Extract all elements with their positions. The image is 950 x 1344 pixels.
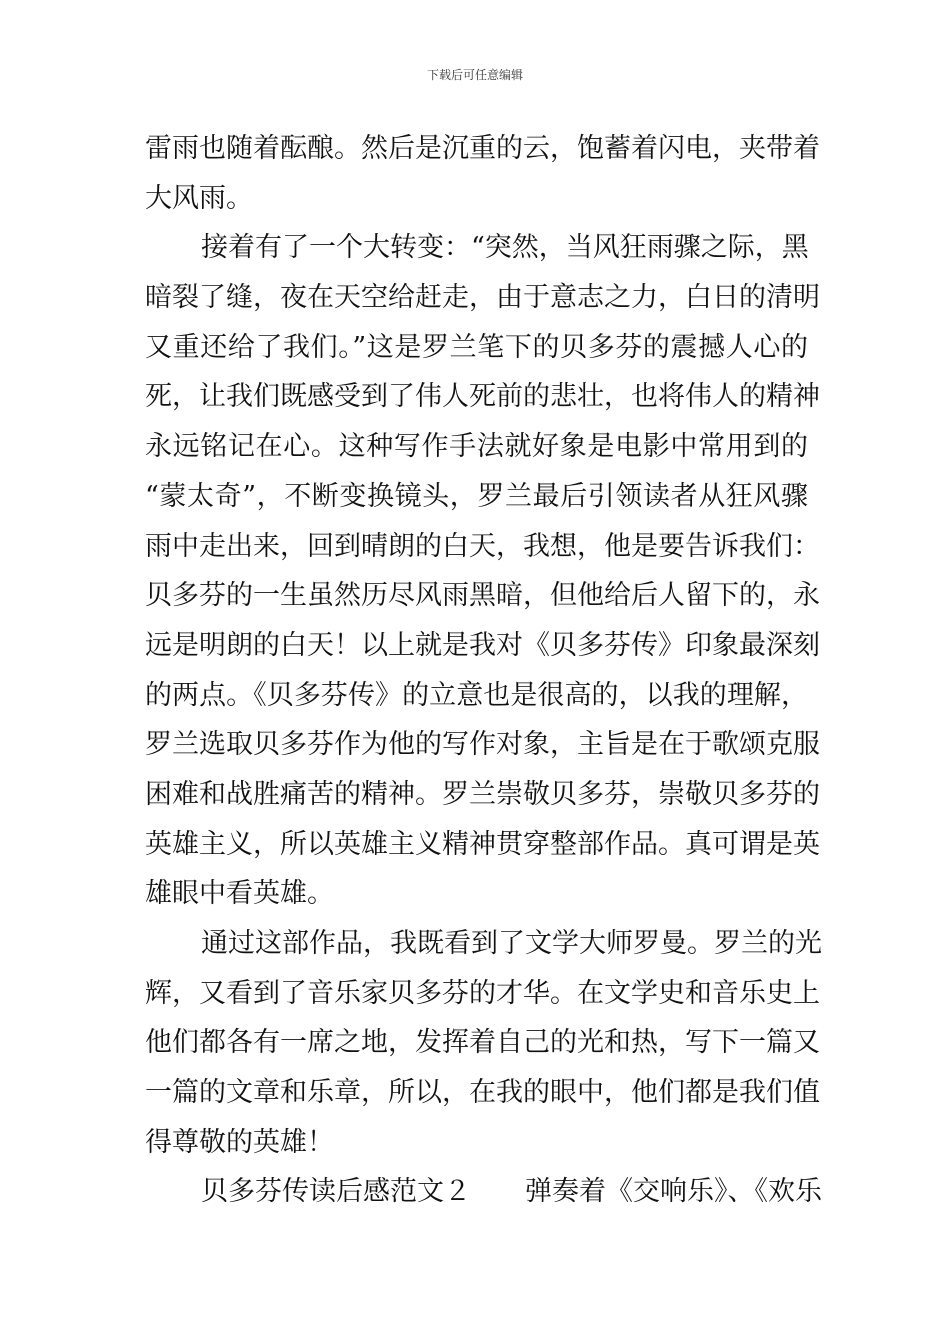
- text-line: “蒙太奇”，不断变换镜头，罗兰最后引领读者从狂风骤: [145, 480, 808, 512]
- text-line: 通过这部作品，我既看到了文学大师罗曼。罗兰的光: [201, 928, 822, 959]
- text-line: 困难和战胜痛苦的精神。罗兰崇敬贝多芬，崇敬贝多芬的: [145, 778, 820, 810]
- text-line: 雷雨也随着酝酿。然后是沉重的云，饱蓄着闪电，夹带着: [145, 133, 820, 164]
- text-line: 英雄主义，所以英雄主义精神贯穿整部作品。真可谓是英: [145, 828, 820, 860]
- text-line: 雨中走出来，回到晴朗的白天，我想，他是要告诉我们：: [145, 530, 820, 562]
- text-line: 得尊敬的英雄！: [145, 1126, 334, 1158]
- text-line: 永远铭记在心。这种写作手法就好象是电影中常用到的: [145, 431, 808, 463]
- text-line: 辉，又看到了音乐家贝多芬的才华。在文学史和音乐史上: [145, 977, 820, 1009]
- text-line: 大风雨。: [145, 182, 253, 214]
- paragraph: [145, 223, 820, 919]
- text-line: 远是明朗的白天！以上就是我对《贝多芬传》印象最深刻: [145, 629, 820, 661]
- paragraph: [145, 919, 822, 1167]
- text-line: 的两点。《贝多芬传》的立意也是很高的，以我的理解，: [145, 679, 808, 711]
- text-line: 死，让我们既感受到了伟人死前的悲壮，也将伟人的精神: [145, 381, 820, 413]
- text-line: 他们都各有一席之地，发挥着自己的光和热，写下一篇又: [145, 1027, 820, 1059]
- document-body: [145, 124, 822, 1217]
- text-line: 贝多芬的一生虽然历尽风雨黑暗，但他给后人留下的，永: [145, 580, 820, 612]
- text-line: 贝多芬传读后感范文２ 弹奏着《交响乐》、《欢乐: [201, 1176, 822, 1208]
- text-line: 暗裂了缝，夜在天空给赶走，由于意志之力，白日的清明: [145, 282, 820, 314]
- text-line: 雄眼中看英雄。: [145, 878, 334, 910]
- text-line: 一篇的文章和乐章，所以，在我的眼中，他们都是我们值: [145, 1077, 820, 1109]
- paragraph: [145, 124, 820, 223]
- paragraph: [145, 1167, 822, 1217]
- text-line: 又重还给了我们。”这是罗兰笔下的贝多芬的震撼人心的: [145, 331, 808, 363]
- text-line: 罗兰选取贝多芬作为他的写作对象，主旨是在于歌颂克服: [145, 729, 820, 761]
- text-line: 接着有了一个大转变：“突然，当风狂雨骤之际，黑: [201, 232, 809, 264]
- page-header: 下载后可任意编辑: [426, 68, 523, 82]
